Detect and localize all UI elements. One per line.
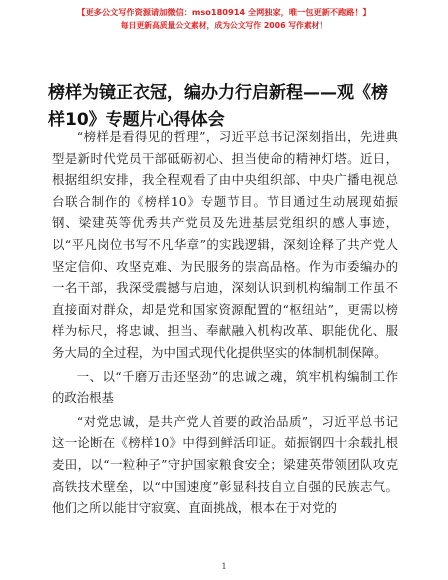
section-heading-1: 一、以“千磨万击还坚劲”的忠诚之魂，筑牢机构编制工作的政治根基 (52, 368, 398, 406)
promo-banner (0, 6, 448, 32)
page-number: 1 (221, 562, 227, 571)
paragraph-intro: “榜样是看得见的哲理”，习近平总书记深刻指出，先进典型是新时代党员干部砥砺初心、担当使命的精神灯塔。近日，根据组织安排，我全程观看了由中央组织部、中央广播电视总台联合制作的《榜样10》专题节目。节目通过生动展现茹振钢、梁建英等优秀共产党员及先进基层党组织的感人事迹，以“平凡岗位书写不凡华章”的实践逻辑，深刻诠释了共产党人坚定信仰、攻坚克难、为民服务的崇高品格。作为市委编办的一名干部，我深受震撼与启迪，深刻认识到机构编制工作虽不直接面对群众，却是党和国家资源配置的“枢纽站”，更需以榜样为标尺，将忠诚、担当、奉献融入机构改革、职能优化、服务大局的全过程，为中国式现代化提供坚实的体制机制保障。 (52, 129, 398, 360)
document-title: 榜样为镜正衣冠，编办力行启新程——观《榜样10》专题片心得体会 (48, 83, 388, 130)
paragraph-section-1: “对党忠诚，是共产党人首要的政治品质”，习近平总书记这一论断在《榜样10》中得到鲜活印证。茹振钢四十余载扎根麦田，以“一粒种子”守护国家粮食安全；梁建英带领团队攻克高铁技术壁垒，以“中国速度”彰显科技自立自强的民族志气。他们之所以能甘守寂寞、直面挑战，根本在于对党的 (52, 413, 398, 516)
document-body (52, 126, 398, 521)
promo-banner-line-2: 每日更新高质量公文素材，成为公文写作 2006 写作素材！ (120, 21, 328, 30)
promo-banner-line-1: 【更多公文写作资源请加微信：mso180914 全网独家，唯一包更新不跑路！】 (77, 7, 371, 17)
